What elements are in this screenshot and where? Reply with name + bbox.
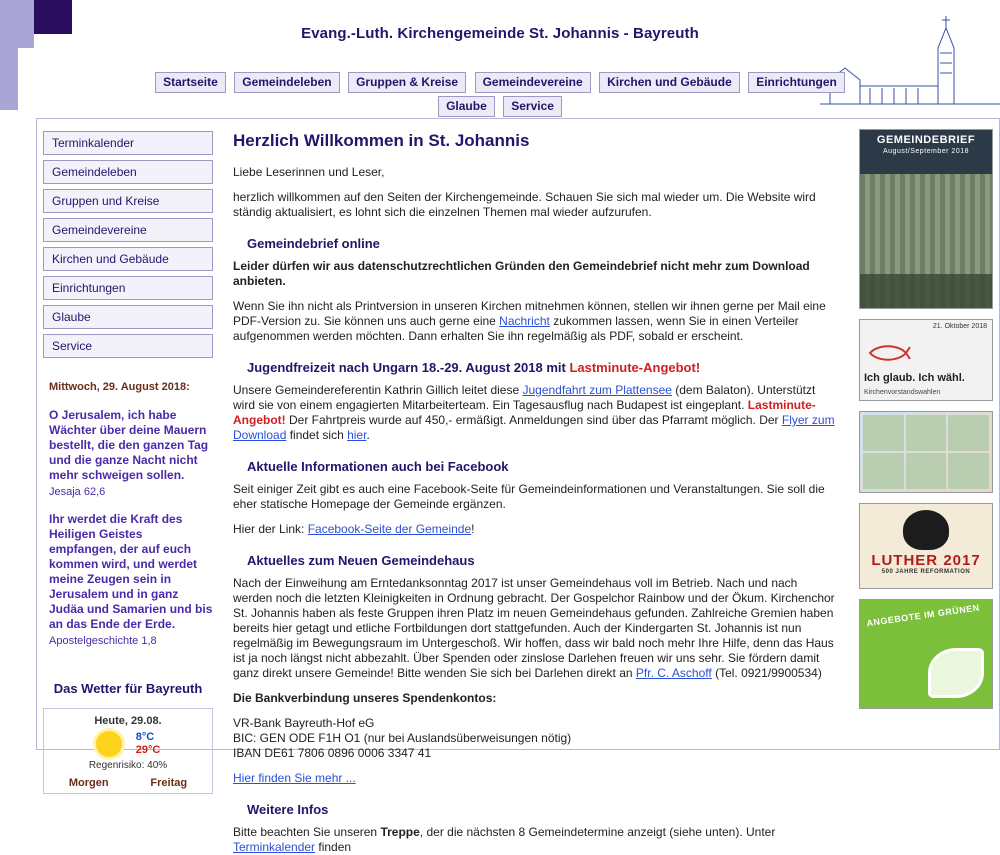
banner-footer-strip [860, 274, 992, 308]
nav-kirchen-gebaeude[interactable]: Kirchen und Gebäude [599, 72, 740, 93]
nachricht-link[interactable]: Nachricht [499, 314, 550, 328]
jf-e: . [366, 428, 370, 442]
bank-line-1: VR-Bank Bayreuth-Hof eG [233, 716, 375, 730]
collage-cell [863, 453, 904, 489]
sidebar-item-service[interactable]: Service [43, 334, 213, 358]
wahl-slogan: Ich glaub. Ich wähl. [864, 372, 965, 384]
page-title: Evang.-Luth. Kirchengemeinde St. Johannis - Bayreuth [301, 25, 699, 42]
collage-cell [906, 453, 947, 489]
luther-year: 2017 [943, 552, 981, 569]
content-frame [36, 118, 1000, 854]
main-nav-row-1 [0, 72, 1000, 93]
nav-gemeindeleben[interactable]: Gemeindeleben [234, 72, 339, 93]
flyer-download-link[interactable]: Flyer zum Download [233, 413, 835, 442]
wi-b: , der die nächsten 8 Gemeindetermine anzeigt (siehe unten). Unter [419, 825, 776, 839]
nav-gemeindevereine[interactable]: Gemeindevereine [475, 72, 591, 93]
wi-bold: Treppe [380, 825, 420, 839]
banner-angebote-im-gruenen[interactable] [859, 599, 993, 709]
nav-service[interactable]: Service [503, 96, 562, 117]
jf-lastminute: Lastminute-Angebot! [233, 398, 816, 427]
gemeindebrief-subtitle: August/September 2018 [883, 148, 969, 155]
bank-line-2: BIC: GEN ODE F1H O1 (nur bei Auslandsüberweisungen nötig) [233, 731, 572, 745]
weather-day-3: Freitag [150, 777, 188, 789]
weather-title: Das Wetter für Bayreuth [53, 681, 203, 696]
sidebar-item-einrichtungen[interactable]: Einrichtungen [43, 276, 213, 300]
weather-temp-high: 29°C [135, 744, 161, 756]
intro-salutation: Liebe Leserinnen und Leser, [233, 165, 385, 179]
sidebar-item-gemeindevereine[interactable]: Gemeindevereine [43, 218, 213, 242]
weather-rain-risk: Regenrisiko: 40% [88, 760, 168, 771]
gemeindebrief-title-text: GEMEINDEBRIEF [876, 134, 976, 146]
section-heading-gemeindehaus: Aktuelles zum Neuen Gemeindehaus [247, 553, 475, 568]
section-heading-gemeindebrief: Gemeindebrief online [247, 236, 380, 251]
sidebar-item-kirchen-gebaeude[interactable]: Kirchen und Gebäude [43, 247, 213, 271]
wi-c: finden [315, 840, 352, 854]
weather-today-label: Heute, 29.08. [94, 715, 162, 727]
banner-column [853, 119, 999, 749]
sidebar [37, 119, 219, 789]
weather-temp-low: 8°C [135, 731, 155, 743]
facebook-paragraph-2 [233, 522, 839, 537]
banner-collage[interactable] [859, 411, 993, 493]
collage-cell [906, 415, 947, 451]
bank-heading: Die Bankverbindung unseres Spendenkontos: [233, 691, 497, 705]
jf-heading-a: Jugendfreizeit nach Ungarn 18.-29. August 2018 mit [247, 360, 570, 375]
gemeindehaus-paragraph [233, 576, 839, 681]
sidebar-item-gruppen-kreise[interactable]: Gruppen und Kreise [43, 189, 213, 213]
jf-d: findet sich [286, 428, 348, 442]
luther-word: LUTHER [871, 552, 939, 569]
more-info-paragraph [233, 771, 839, 786]
section-heading-facebook: Aktuelle Informationen auch bei Facebook [247, 459, 509, 474]
facebook-link[interactable]: Facebook-Seite der Gemeinde [307, 522, 472, 536]
luther-line-1 [860, 552, 992, 569]
sidebar-item-glaube[interactable]: Glaube [43, 305, 213, 329]
luther-portrait-icon [903, 510, 949, 550]
fb-b: ! [471, 522, 475, 536]
facebook-paragraph-1: Seit einiger Zeit gibt es auch eine Facebook-Seite für Gemeindeinformationen und Veranstaltungen. Sie soll die eher statische Homepage der Gemeinde ergänzen. [233, 482, 825, 511]
jf-c: Der Fahrtpreis wurde auf 450,- ermäßigt. Anmeldungen sind über das Pfarramt möglich. Der [285, 413, 782, 427]
intro-text: herzlich willkommen auf den Seiten der Kirchengemeinde. Schauen Sie sich mal wieder um. Die Website wird ständig aktualisiert, es lohnt sich die einzelnen Themen mal wieder aufzurufen. [233, 190, 816, 219]
nav-startseite[interactable]: Startseite [155, 72, 226, 93]
bank-line-3: IBAN DE61 7806 0896 0006 3347 41 [233, 746, 432, 760]
verse-ref-1: Jesaja 62,6 [49, 486, 106, 498]
wi-a: Bitte beachten Sie unseren [233, 825, 381, 839]
jf-a: Unsere Gemeindereferentin Kathrin Gillich leitet diese [233, 383, 523, 397]
gemeindebrief-paragraph [233, 299, 839, 344]
section-heading-weitere-infos: Weitere Infos [247, 802, 329, 817]
collage-grid [863, 415, 989, 489]
nav-einrichtungen[interactable]: Einrichtungen [748, 72, 845, 93]
main-content [219, 119, 853, 854]
verse-text-2: Ihr werdet die Kraft des Heiligen Geistes empfangen, der auf euch kommen wird, und werdet meine Zeugen sein in Jerusalem und in ganz Judäa und Samarien und bis an das Ende der Erde. [49, 512, 213, 631]
daily-verse [43, 380, 213, 647]
gemeindebrief-banner-title [860, 130, 992, 174]
collage-cell [863, 415, 904, 451]
weather-widget [43, 708, 213, 794]
gruen-text: ANGEBOTE IM GRÜNEN [865, 602, 981, 629]
weather-day-2: Morgen [68, 777, 109, 789]
gb-text-b: zukommen lassen, wenn Sie in einen Verteiler aufgenommen werden möchten. Dann erhalten Sie ihn regelmäßig als PDF, sobald er erscheint. [233, 314, 799, 343]
banner-gemeindebrief[interactable] [859, 129, 993, 309]
fish-icon [868, 342, 910, 364]
section-heading-jugendfreizeit [247, 360, 839, 375]
collage-cell [948, 453, 989, 489]
sidebar-item-terminkalender[interactable]: Terminkalender [43, 131, 213, 155]
banner-kirchenvorstandswahl[interactable] [859, 319, 993, 401]
site-header [0, 0, 1000, 118]
nav-glaube[interactable]: Glaube [438, 96, 495, 117]
mehr-link[interactable]: Hier finden Sie mehr ... [233, 771, 356, 785]
jugendfahrt-link[interactable]: Jugendfahrt zum Plattensee [522, 383, 672, 397]
luther-line-3: 500 JAHRE REFORMATION [881, 569, 971, 575]
terminkalender-link[interactable]: Terminkalender [233, 840, 316, 854]
gb-text-a: Wenn Sie ihn nicht als Printversion in unseren Kirchen mitnehmen können, stellen wir ihnen gerne per Mail eine PDF-Version zu. Sie können uns auch gerne eine [233, 299, 826, 328]
wahl-subtitle: Kirchenvorstandswahlen [864, 389, 941, 396]
gh-a: Nach der Einweihung am Erntedanksonntag 2017 ist unser Gemeindehaus voll im Betrieb. Nach und nach werden noch die letzten Kleinigkeiten in Ordnung gebracht. Der Gospelchor Rainbow und der Ökum. Kirchenchor St. Johannis haben als feste Gruppen ihren Platz im neuen Gemeindehaus gefunden. Zahlreiche Gremien haben bereits hier getagt und etliche Fortbildungen dort stattgefunden. Auch der Kindergarten St. Johannis ist nun regelmäßig im Bewegungsraum im Untergeschoß. Wir hoffen, dass wir bald noch mehr Ihre Hilfe, denn das Haus ist ja noch längst nicht abbezahlt. Über Spenden oder zinslose Darlehen freuen wir uns sehr. Sie fördern damit ganz direkt unsere Gemeinde! Bitte wenden Sie sich bei Darlehen direkt an [233, 576, 835, 680]
bank-details [233, 716, 839, 761]
sidebar-item-gemeindeleben[interactable]: Gemeindeleben [43, 160, 213, 184]
hier-link[interactable]: hier [347, 428, 367, 442]
jugendfreizeit-paragraph [233, 383, 839, 443]
content-title: Herzlich Willkommen in St. Johannis [233, 131, 530, 150]
banner-luther-2017[interactable] [859, 503, 993, 589]
collage-cell [948, 415, 989, 451]
main-nav-row-2 [0, 96, 1000, 117]
jf-heading-highlight: Lastminute-Angebot! [569, 360, 701, 375]
nav-gruppen-kreise[interactable]: Gruppen & Kreise [348, 72, 466, 93]
fb-a: Hier der Link: [233, 522, 308, 536]
verse-date: Mittwoch, 29. August 2018: [49, 381, 190, 393]
gemeindebrief-lead: Leider dürfen wir aus datenschutzrechtlichen Gründen den Gemeindebrief nicht mehr zum Download anbieten. [233, 259, 810, 288]
pfarrer-aschoff-link[interactable]: Pfr. C. Aschoff [635, 666, 712, 680]
leaf-icon [928, 648, 984, 698]
wahl-date: 21. Oktober 2018 [932, 323, 987, 330]
verse-text-1: O Jerusalem, ich habe Wächter über deine Mauern bestellt, die den ganzen Tag und die ganze Nacht nicht mehr schweigen sollen. [49, 408, 209, 482]
weitere-infos-paragraph [233, 825, 839, 855]
sun-icon [96, 731, 122, 757]
jf-b: (dem Balaton). Unterstützt wird sie von einem engagierten Mitarbeiterteam. Ein Tagesausflug nach Budapest ist eingeplant. [233, 383, 816, 412]
gh-b: (Tel. 0921/9900534) [711, 666, 822, 680]
verse-ref-2: Apostelgeschichte 1,8 [49, 635, 157, 647]
